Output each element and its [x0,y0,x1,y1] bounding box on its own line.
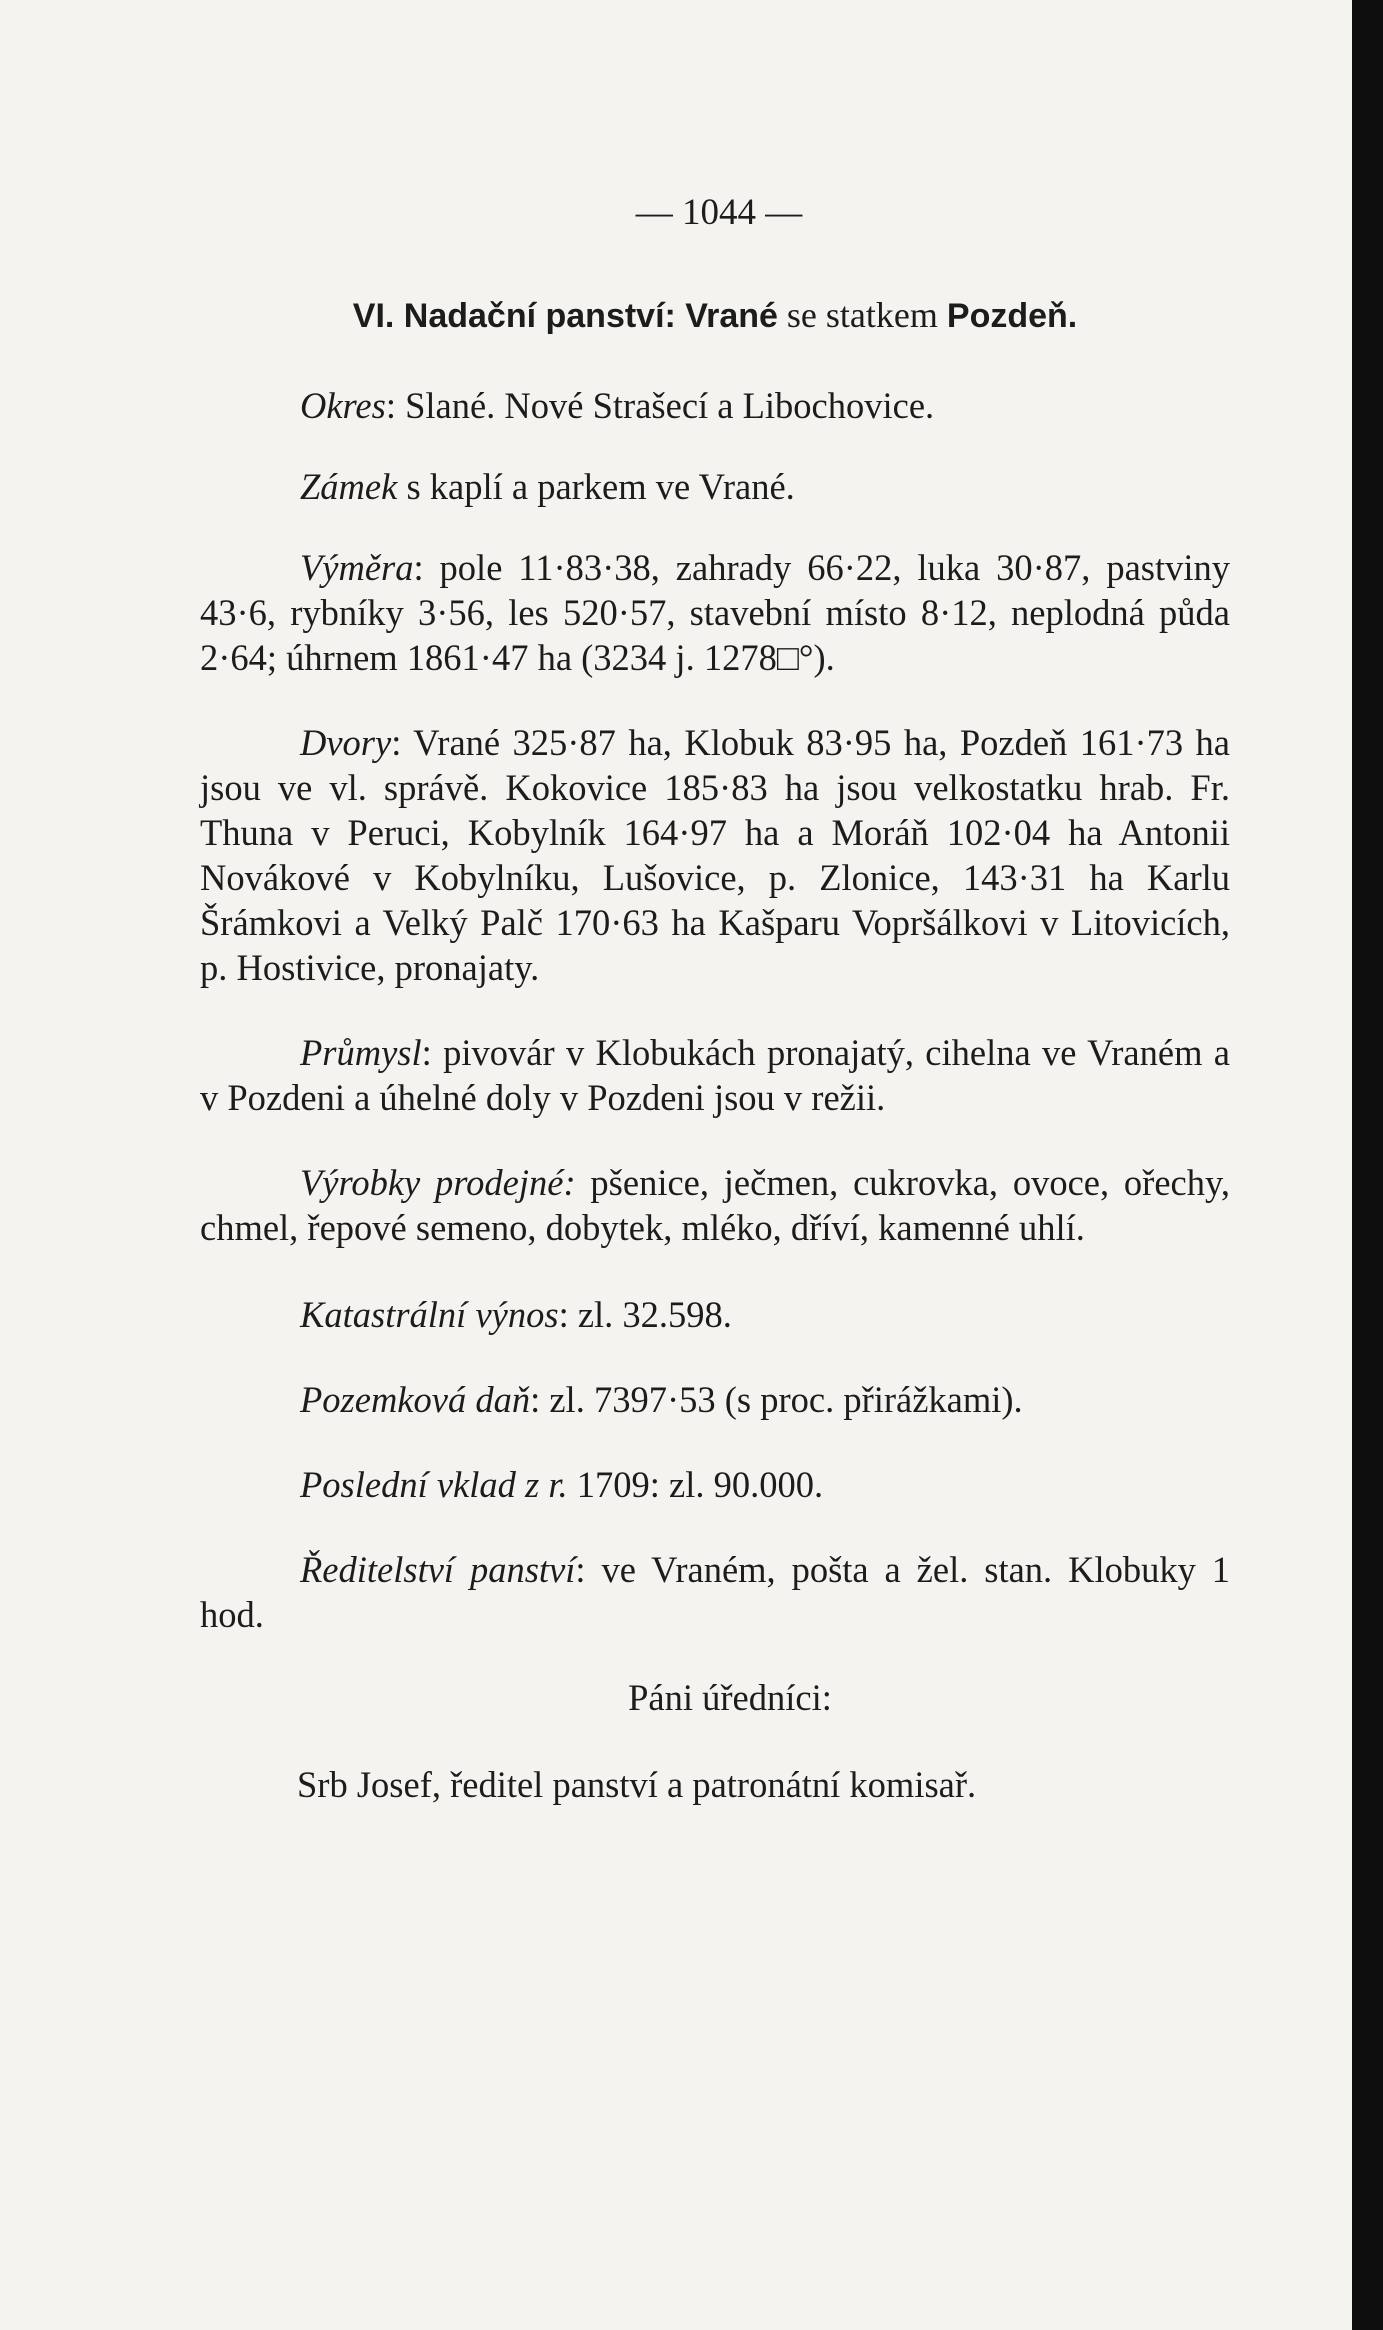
section-heading [200,293,1230,339]
page-number: — 1044 — [635,192,803,233]
label-vyrobky: Výrobky prodejné: [300,1162,576,1203]
text-dvory: : Vrané 325·87 ha, Klobuk 83·95 ha, Pozdeň 161·73 ha jsou ve vl. správě. Kokovice 185·83 ha jsou velkostatku hrab. Fr. Thuna v Peruci, Kobylník 164·97 ha a Moráň 102·04 ha Antonii Novákové v Kobylníku, Lušovice, p. Zlonice, 143·31 ha Karlu Šrámkovi a Velký Palč 170·63 ha Kašparu Vopršálkovi v Litovicích, p. Hostivice, pronajaty. [200,722,1230,988]
paragraph-okres [200,383,1230,428]
paragraph-posledni [200,1462,1230,1507]
text-zamek: s kaplí a parkem ve Vrané. [397,466,795,507]
label-katastralni: Katastrální výnos [300,1294,559,1335]
label-vymera: Výměra [300,547,414,588]
heading-estate-name: VI. Nadační panství: Vrané [352,297,778,335]
official-entry: Srb Josef, ředitel panství a patronátní komisař. [297,1764,977,1805]
paragraph-dvory [200,720,1230,990]
heading-estate-secondary: Pozdeň. [946,297,1078,335]
paragraph-vymera [200,545,1230,680]
label-posledni: Poslední vklad z r. [300,1464,568,1505]
paragraph-vyrobky [200,1160,1230,1250]
label-okres: Okres [300,385,386,426]
text-vyrobky: pšenice, ječmen, cukrovka, ovoce, ořechy, chmel, řepové semeno, dobytek, mléko, dříví, kamenné uhlí. [200,1162,1230,1248]
paragraph-katastralni [200,1292,1230,1337]
label-dvory: Dvory [300,722,392,763]
label-reditelstvi: Ředitelství panství [300,1549,576,1590]
paragraph-zamek [200,464,1230,509]
heading-connector: se statkem [777,295,947,335]
text-prumysl: : pivovár v Klobukách pronajatý, cihelna ve Vraném a v Pozdeni a úhelné doly v Pozdeni jsou v režii. [200,1032,1230,1118]
text-vymera: : pole 11·83·38, zahrady 66·22, luka 30·87, pastviny 43·6, rybníky 3·56, les 520·57, stavební místo 8·12, neplodná půda 2·64; úhrnem 1861·47 ha (3234 j. 1278□°). [200,547,1230,678]
scan-edge [1352,0,1383,2330]
page-body [200,190,1230,1807]
text-katastralni: : zl. 32.598. [558,1294,732,1335]
text-reditelstvi: : ve Vraném, pošta a žel. stan. Klobuky 1 hod. [200,1549,1230,1635]
paragraph-reditelstvi [200,1547,1230,1637]
officials-title: Páni úředníci: [628,1677,832,1718]
paragraph-pozemkova [200,1377,1230,1422]
paragraph-prumysl [200,1030,1230,1120]
text-posledni: 1709: zl. 90.000. [567,1464,824,1505]
text-pozemkova: : zl. 7397·53 (s proc. přirážkami). [530,1379,1023,1420]
text-okres: : Slané. Nové Strašecí a Libochovice. [385,385,935,426]
label-zamek: Zámek [300,466,398,507]
label-prumysl: Průmysl [300,1032,422,1073]
label-pozemkova: Pozemková daň [300,1379,531,1420]
